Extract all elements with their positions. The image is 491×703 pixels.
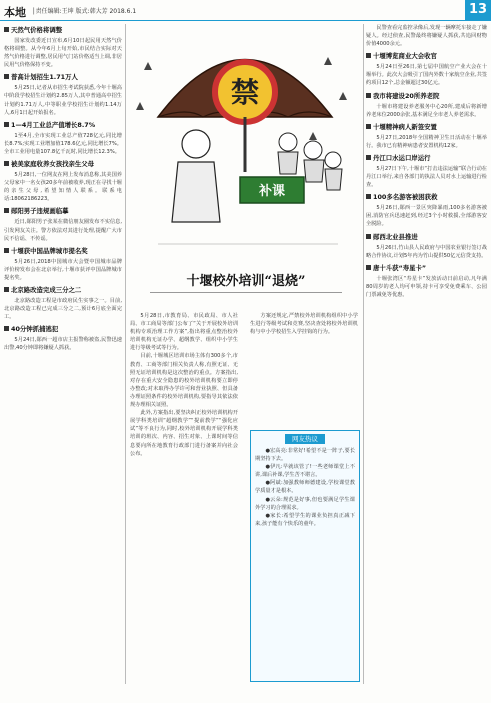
bullet-square-icon (4, 248, 9, 253)
student-head (279, 133, 297, 151)
news-item (4, 286, 122, 321)
news-item (366, 233, 487, 260)
right-news-column (366, 24, 487, 700)
left-news-column (4, 24, 122, 700)
bullet-square-icon (4, 122, 9, 127)
news-item (366, 92, 487, 119)
news-item (4, 160, 122, 203)
feature-paragraph: 此外,方案指出,要坚决纠正校外培训机构开展学科类培训“超纲教学”“提前教学”“强化应试”等不良行为,同时,校外培训机构开展学科类培训的班次、内容、招生对象、上课时间等信息要向所在地教育行政部门进行备案并向社会公布。 (130, 410, 238, 457)
news-body: 5月26日,竹山县人民政府与中国农业银行签订战略合作协议,计划5年内为竹山提供50亿元信贷支持。 (366, 244, 487, 259)
news-headline: 郧阳男子违规画临摹 (11, 207, 69, 216)
student-head (304, 141, 322, 159)
news-item (4, 207, 122, 242)
news-item (366, 52, 487, 87)
news-headline: 天然气价格将调整 (11, 26, 63, 34)
teacher-body (172, 162, 220, 222)
news-headline: 十堰精神病人新签安置 (373, 122, 437, 131)
news-item (4, 121, 122, 156)
news-body: 5月26日,2018中国城市大会暨中国城市品牌评价榜发布会在北京举行,十堰市获评中国品牌城市提名奖。 (4, 258, 122, 281)
news-body: 十堰市将建设养老服务中心20所,建成后将新增养老床位2000余张,基本满足全市老人养老需求。 (366, 103, 487, 118)
news-body: 5月26日,郧西一景区突降暴雨,100多名游客被困,消防官兵迅速赶到,经过3个小时救援,全部游客安全脱险。 (366, 205, 487, 228)
box-title: 网友热议 (285, 434, 325, 444)
bullet-square-icon (4, 74, 9, 79)
news-body: 北京路改造工程是市政府民生实事之一。目前,北京路改造工程已完成三分之二,预计6月底全面完工。 (4, 297, 122, 321)
bullet-square-icon (366, 93, 371, 98)
netizen-comment: ●宏高亮:非常好!希望不是一阵子,要长期坚持下去。 (255, 448, 355, 463)
bullet-square-icon (366, 265, 371, 270)
news-headline: 丹江口水运口岸运行 (373, 153, 431, 162)
editor-line: │责任编辑:王坤 版式:韩大芳 2018.6.1 (32, 8, 137, 15)
bullet-square-icon (4, 208, 9, 213)
news-body: 5月25日,记者从市招生考试院获悉,今年十堰高中阶段学校招生计划约2.85万人,其中普通高中招生计划约1.71万人,中等职业学校招生计划约1.14万人,6月1日起开始报名。 (4, 85, 122, 116)
news-headline: 被美家庭收养女孩找亲生父母 (11, 160, 95, 169)
teacher-head (182, 130, 210, 158)
news-item (366, 123, 487, 150)
news-body: 1至4月,全市实现工业总产值728亿元,同比增长8.7%;实现工业增加值178.6亿元,同比增长7%。全市工业用电量107.8亿千瓦时,同比增长12.3%。 (4, 132, 122, 155)
news-headline: 普高计划招生1.71万人 (11, 73, 78, 82)
news-headline: 十堰获中国品牌城市提名奖 (11, 246, 88, 255)
bullet-square-icon (366, 124, 371, 129)
bullet-square-icon (366, 234, 371, 239)
news-headline: 我市将建设20所养老院 (373, 91, 440, 100)
news-body: 民警查看完监控录像后,发现一辆摩托车接走了嫌疑人。经过侦查,民警最终将嫌疑人抓获,共追回财物价值4000余元。 (366, 25, 487, 48)
bullet-square-icon (366, 155, 371, 160)
section-name: 本地 (4, 6, 26, 19)
news-headline: 1—4月工业总产值增长8.7% (11, 120, 96, 129)
bullet-square-icon (366, 194, 371, 199)
news-item (4, 247, 122, 282)
bullet-square-icon (4, 161, 9, 166)
title-divider (150, 292, 342, 293)
bullet-square-icon (366, 53, 371, 58)
news-headline: 北京路改造完成三分之二 (11, 285, 82, 294)
news-headline: 唐十斗获“寿星卡” (373, 263, 427, 272)
feature-paragraph: 方案还规定,严禁校外培训机构组织中小学生进行等级考试和竞赛,坚决查处将校外培训机构与中小学校招生入学挂钩的行为。 (250, 313, 358, 336)
cartoon-illustration (128, 22, 362, 262)
news-body: 近日,郧阳男子张某在微信朋友圈发布不实信息,引发网友关注。警方依法对其进行处理,提醒广大市民不信谣、不传谣。 (4, 219, 122, 242)
netizen-comment: ●阿斌:加强教师师德建设,学校课堂教学质量才是根本。 (255, 480, 355, 495)
news-item (4, 73, 122, 116)
news-headline: 40分钟抓捕逃犯 (11, 325, 59, 334)
student-head (325, 152, 341, 168)
page-header (0, 0, 491, 21)
ban-character: 禁 (230, 76, 260, 109)
news-headline: 郧西北业县推进 (373, 232, 418, 241)
feature-headline: 十堰校外培训“退烧” (186, 274, 306, 289)
news-body: 国家发改委近日宣布,6月10日起民用天然气价格将调整。从今年6月上旬开始,市民结合实际对天然气价格进行调整,居民用气门站价格适当上调,非居民用气价格保持不变。 (4, 38, 122, 69)
bullet-square-icon (4, 27, 9, 32)
news-item (366, 24, 487, 48)
feature-illustration (128, 22, 362, 262)
news-headline: 100多名游客被困获救 (373, 193, 438, 202)
news-body: 5月28日,一位网友在网上发布消息称,其美国养父母家中一名女孩20多年前被收养,现正在寻找十堰的亲生父母,希望知情人联系。联系电话:18062186223。 (4, 172, 122, 203)
news-item (366, 154, 487, 189)
column-divider (363, 24, 364, 684)
netizen-comment: ●伊凡:早就该管了!一些老师课堂上不讲,课后补课,学生苦不堪言。 (255, 464, 355, 479)
feature-body-column (250, 312, 358, 424)
news-headline: 十堰博览商业大会收官 (373, 52, 437, 61)
netizen-comment: ●云朵:规范是好事,但也要满足学生课外学习的合理需求。 (255, 496, 355, 511)
news-body: 5月24日至26日,第七届中国航空产业大会在十堰举行。此次大会吸引了国内外数十家航空企业,共签约项目12个,总金额超过30亿元。 (366, 64, 487, 87)
news-item (366, 264, 487, 299)
feature-paragraph: 5月28日,市教育局、市民政局、市人社局、市工商局等部门公布了“关于开展校外培训机构专项治理工作方案”,指出将重点整治校外培训机构无证办学、超纲教学、组织中小学生进行等级考试等行为。 (130, 313, 238, 352)
feature-body-column (130, 312, 238, 682)
news-body: 5月27日,2018年全国精神卫生日活动在十堰举行。我市已有精神病患者安置机构12家。 (366, 134, 487, 149)
news-body: 5月24日,郧西一超市店主报警称被盗,民警迅速出警,40分钟即将嫌疑人抓获。 (4, 337, 122, 352)
bullet-square-icon (4, 326, 9, 331)
bullet-square-icon (4, 287, 9, 292)
news-item (4, 26, 122, 69)
page-number: 13 (465, 0, 491, 20)
news-item (4, 325, 122, 352)
news-body: 十堰张湾区“寿星卡”发放活动日前启动,凡年满80周岁的老人均可申领,持卡可享受免费乘车、公园门票减免等优惠。 (366, 275, 487, 298)
netizen-comments-box (250, 430, 360, 682)
news-body: 5月27日下午,十堰市“打击违法运输”联合行动在丹江口举行,来自各部门的执法人员对水上运输进行检查。 (366, 165, 487, 189)
column-divider (125, 24, 126, 684)
sign-text: 补课 (258, 184, 286, 199)
news-item (366, 193, 487, 228)
feature-paragraph: 目前,十堰城区培训市场主体有300多个,市教育、工商等部门相关负责人称,有照无证、无照无证培训机构是这次整治的重点。方案指出,对存在重大安全隐患的校外培训机构要立即停办整改;对未取得办学许可和营业执照、但具备办理证照条件的校外培训机构,要指导其依法依规办理相关证照。 (130, 353, 238, 409)
netizen-comment: ●家长:希望学生的课业负担真正减下来,孩子能有个快乐的童年。 (255, 512, 355, 527)
